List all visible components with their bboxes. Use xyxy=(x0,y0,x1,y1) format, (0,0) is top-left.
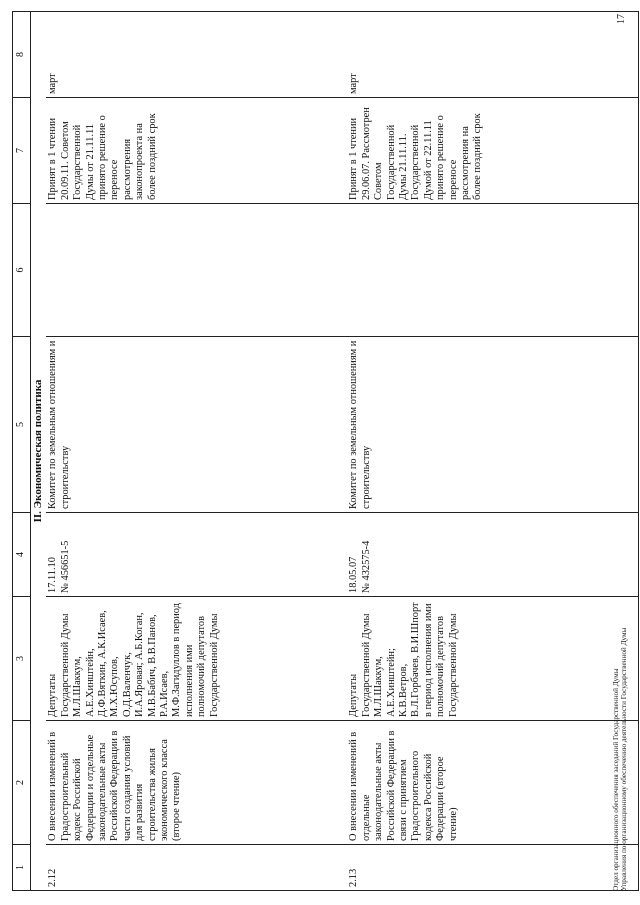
bill-title: О внесении изменений в отдельные законодательные акты Российской Федерации в связи с принятием Градостроительного кодекса Российской Федерации (второе чтение) xyxy=(347,721,639,845)
bill-status: Принят в 1 чтении 29.06.07. Рассмотрен Советом Государственной Думы 21.11.11. Государственной Думой от 22.11.11 принято решение о переносе рассмотрения на более поздний срок xyxy=(347,98,639,204)
bill-title: О внесении изменений в Градостроительный кодекс Российской Федерации и отдельные законодательные акты Российской Федерации в части создания условий для развития строительства жилья экономического класса (второе чтение) xyxy=(46,721,347,845)
section-row xyxy=(31,12,47,891)
planned-month: март xyxy=(347,12,639,98)
footer-note xyxy=(612,291,629,891)
table-row xyxy=(46,12,347,891)
column-number: 6 xyxy=(13,204,31,337)
column-number: 3 xyxy=(13,597,31,721)
section-title: II. Экономическая политика xyxy=(31,12,47,891)
registration-info: 18.05.07 № 432575-4 xyxy=(347,513,639,597)
bill-status: Принят в 1 чтении 20.09.11. Советом Государственной Думы от 21.11.11 принято решение о переносе рассмотрения законопроекта на более поздний срок xyxy=(46,98,347,204)
page-number: 17 xyxy=(616,14,627,24)
column-6-cell xyxy=(46,204,347,337)
column-number: 7 xyxy=(13,98,31,204)
row-number: 2.12 xyxy=(46,845,347,891)
bill-authors: Депутаты Государственной Думы М.Л.Шаккум, А.Е.Хинштейн; К.В.Ветров, В.Л.Горбачев, В.И.Шпорт в период исполнения ими полномочий депутатов Государственной Думы xyxy=(347,597,639,721)
bill-authors: Депутаты Государственной Думы М.Л.Шаккум, А.Е.Хинштейн, Д.Ф.Вяткин, А.К.Исаев, М.Х.Юсупов, О.Д.Валенчук, И.А.Яровая; А.Б.Коган, М.В.Бабич, В.В.Панов, Р.А.Исаев, М.Ф.Загидуллов в период исполнения ими полномочий депутатов Государственной Думы xyxy=(46,597,347,721)
column-number: 4 xyxy=(13,513,31,597)
legislation-table xyxy=(12,11,639,891)
row-number: 2.13 xyxy=(347,845,639,891)
table-row xyxy=(347,12,639,891)
column-number: 1 xyxy=(13,845,31,891)
responsible-committee: Комитет по земельным отношениям и строительству xyxy=(347,337,639,513)
column-number: 8 xyxy=(13,12,31,98)
responsible-committee: Комитет по земельным отношениям и строительству xyxy=(46,337,347,513)
column-6-cell xyxy=(347,204,639,337)
footer-line: Управления по организационному обеспечению деятельности Государственной Думы xyxy=(620,627,629,891)
column-number-row xyxy=(13,12,31,891)
column-number: 5 xyxy=(13,337,31,513)
footer-line: Отдел организационного обеспечения заседаний Государственной Думы xyxy=(612,668,620,891)
column-number: 2 xyxy=(13,721,31,845)
planned-month: март xyxy=(46,12,347,98)
registration-info: 17.11.10 № 456651-5 xyxy=(46,513,347,597)
